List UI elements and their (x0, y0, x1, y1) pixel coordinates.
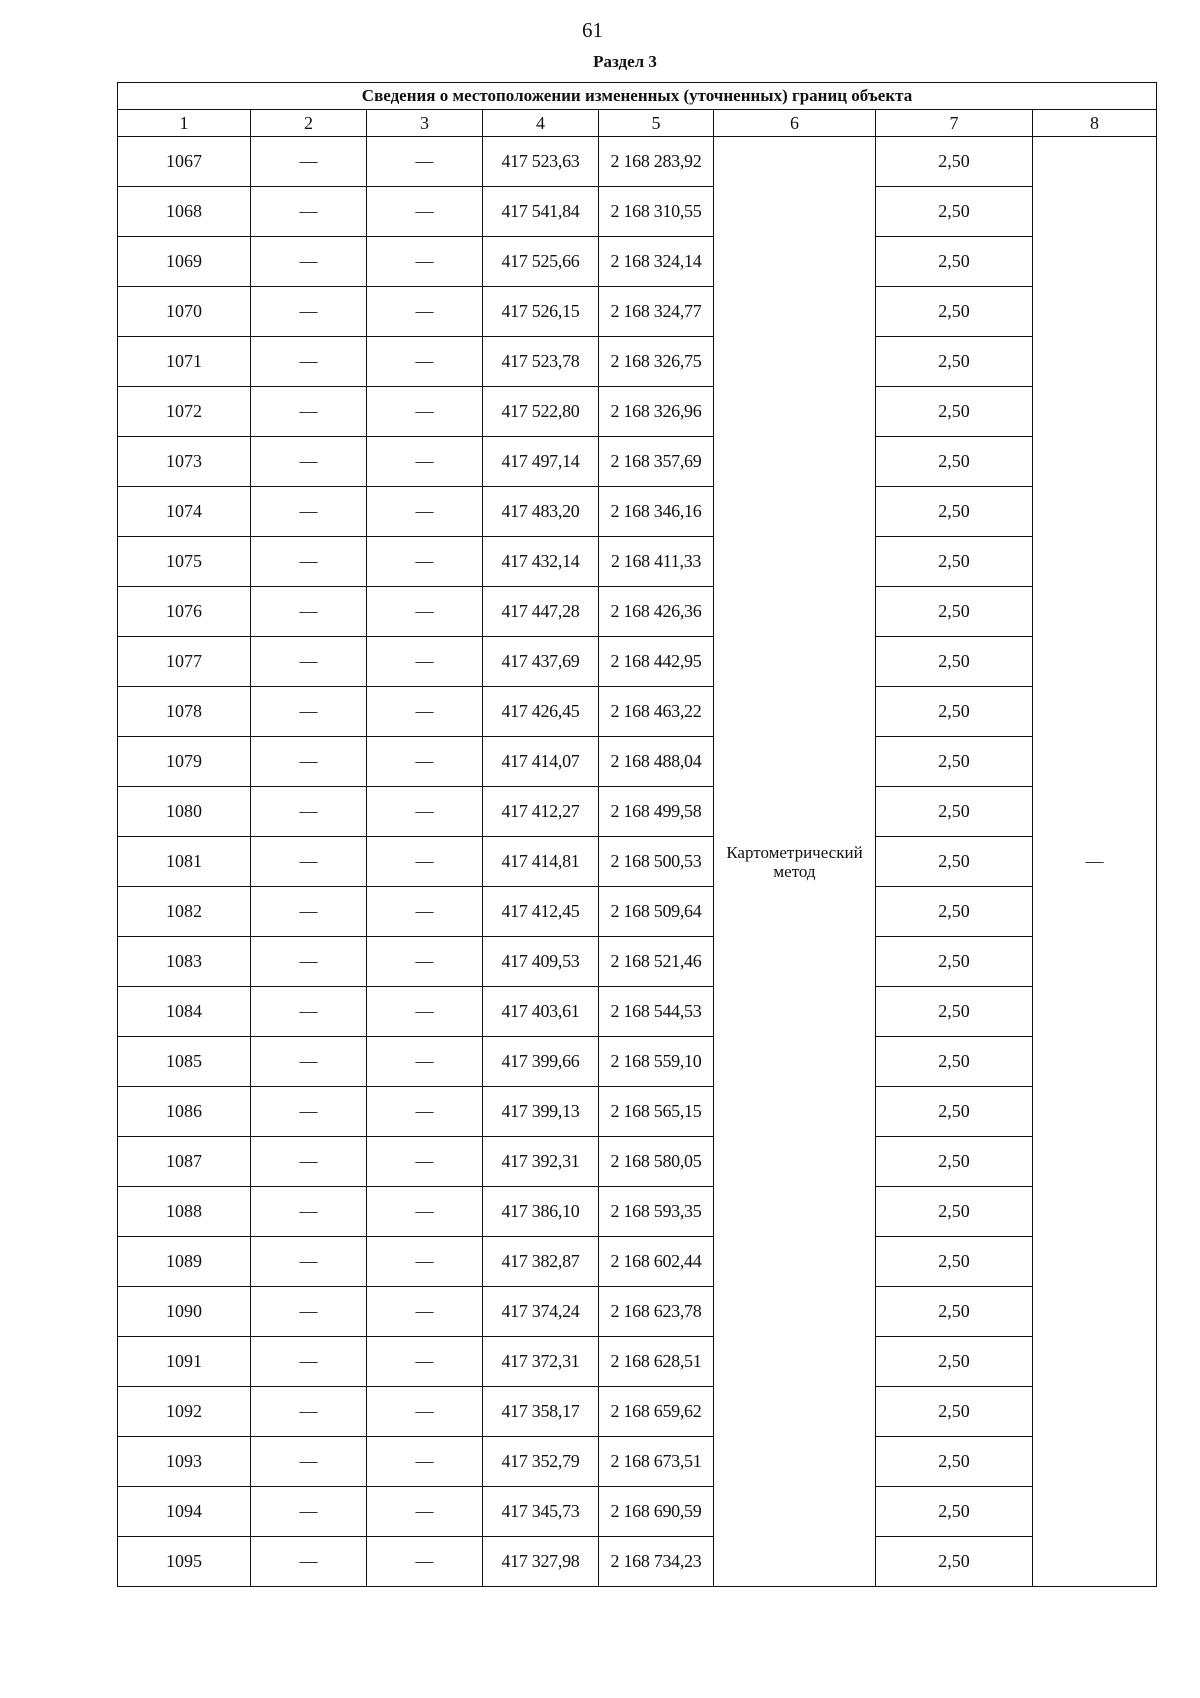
col3-cell: — (367, 287, 483, 337)
table-row (118, 237, 1157, 287)
col2-cell: — (251, 287, 367, 337)
column-header: 8 (1033, 110, 1157, 137)
point-number-cell: 1095 (118, 1537, 251, 1587)
y-coordinate-cell: 2 168 500,53 (599, 837, 714, 887)
point-number-cell: 1087 (118, 1137, 251, 1187)
point-number-cell: 1081 (118, 837, 251, 887)
accuracy-cell: 2,50 (876, 487, 1033, 537)
y-coordinate-cell: 2 168 326,75 (599, 337, 714, 387)
point-number-cell: 1088 (118, 1187, 251, 1237)
col2-cell: — (251, 887, 367, 937)
accuracy-cell: 2,50 (876, 687, 1033, 737)
x-coordinate-cell: 417 345,73 (483, 1487, 599, 1537)
y-coordinate-cell: 2 168 411,33 (599, 537, 714, 587)
col3-cell: — (367, 437, 483, 487)
x-coordinate-cell: 417 403,61 (483, 987, 599, 1037)
col3-cell: — (367, 1137, 483, 1187)
table-row (118, 1087, 1157, 1137)
col3-cell: — (367, 637, 483, 687)
table-body (118, 137, 1157, 1587)
col2-cell: — (251, 1187, 367, 1237)
col2-cell: — (251, 1487, 367, 1537)
y-coordinate-cell: 2 168 442,95 (599, 637, 714, 687)
accuracy-cell: 2,50 (876, 1337, 1033, 1387)
col3-cell: — (367, 987, 483, 1037)
y-coordinate-cell: 2 168 488,04 (599, 737, 714, 787)
x-coordinate-cell: 417 372,31 (483, 1337, 599, 1387)
column-header: 5 (599, 110, 714, 137)
table-row (118, 187, 1157, 237)
col2-cell: — (251, 1337, 367, 1387)
x-coordinate-cell: 417 352,79 (483, 1437, 599, 1487)
accuracy-cell: 2,50 (876, 937, 1033, 987)
y-coordinate-cell: 2 168 673,51 (599, 1437, 714, 1487)
y-coordinate-cell: 2 168 521,46 (599, 937, 714, 987)
table-row (118, 537, 1157, 587)
col3-cell: — (367, 587, 483, 637)
col3-cell: — (367, 237, 483, 287)
y-coordinate-cell: 2 168 357,69 (599, 437, 714, 487)
y-coordinate-cell: 2 168 324,77 (599, 287, 714, 337)
col2-cell: — (251, 637, 367, 687)
x-coordinate-cell: 417 437,69 (483, 637, 599, 687)
x-coordinate-cell: 417 497,14 (483, 437, 599, 487)
accuracy-cell: 2,50 (876, 1187, 1033, 1237)
y-coordinate-cell: 2 168 623,78 (599, 1287, 714, 1337)
accuracy-cell: 2,50 (876, 1387, 1033, 1437)
accuracy-cell: 2,50 (876, 1537, 1033, 1587)
x-coordinate-cell: 417 522,80 (483, 387, 599, 437)
x-coordinate-cell: 417 374,24 (483, 1287, 599, 1337)
col2-cell: — (251, 687, 367, 737)
table-caption: Сведения о местоположении измененных (уточненных) границ объекта (118, 83, 1157, 110)
col2-cell: — (251, 437, 367, 487)
x-coordinate-cell: 417 392,31 (483, 1137, 599, 1187)
x-coordinate-cell: 417 541,84 (483, 187, 599, 237)
col2-cell: — (251, 1237, 367, 1287)
point-number-cell: 1076 (118, 587, 251, 637)
col2-cell: — (251, 937, 367, 987)
col2-cell: — (251, 537, 367, 587)
col3-cell: — (367, 387, 483, 437)
col2-cell: — (251, 1287, 367, 1337)
table-row (118, 1487, 1157, 1537)
accuracy-cell: 2,50 (876, 1437, 1033, 1487)
accuracy-cell: 2,50 (876, 187, 1033, 237)
col8-cell: — (1033, 137, 1157, 1587)
point-number-cell: 1070 (118, 287, 251, 337)
col2-cell: — (251, 1387, 367, 1437)
column-header-row (118, 110, 1157, 137)
col3-cell: — (367, 887, 483, 937)
x-coordinate-cell: 417 412,27 (483, 787, 599, 837)
col2-cell: — (251, 137, 367, 187)
table-row (118, 987, 1157, 1037)
accuracy-cell: 2,50 (876, 337, 1033, 387)
col2-cell: — (251, 987, 367, 1037)
col3-cell: — (367, 337, 483, 387)
point-number-cell: 1073 (118, 437, 251, 487)
boundary-table (117, 82, 1157, 1587)
point-number-cell: 1075 (118, 537, 251, 587)
point-number-cell: 1071 (118, 337, 251, 387)
col3-cell: — (367, 1387, 483, 1437)
accuracy-cell: 2,50 (876, 287, 1033, 337)
table-row (118, 287, 1157, 337)
y-coordinate-cell: 2 168 628,51 (599, 1337, 714, 1387)
col2-cell: — (251, 1037, 367, 1087)
x-coordinate-cell: 417 483,20 (483, 487, 599, 537)
col2-cell: — (251, 1137, 367, 1187)
col3-cell: — (367, 787, 483, 837)
y-coordinate-cell: 2 168 544,53 (599, 987, 714, 1037)
accuracy-cell: 2,50 (876, 1237, 1033, 1287)
col2-cell: — (251, 387, 367, 437)
table-row (118, 1287, 1157, 1337)
y-coordinate-cell: 2 168 580,05 (599, 1137, 714, 1187)
x-coordinate-cell: 417 414,81 (483, 837, 599, 887)
point-number-cell: 1086 (118, 1087, 251, 1137)
col3-cell: — (367, 187, 483, 237)
point-number-cell: 1091 (118, 1337, 251, 1387)
y-coordinate-cell: 2 168 559,10 (599, 1037, 714, 1087)
y-coordinate-cell: 2 168 426,36 (599, 587, 714, 637)
x-coordinate-cell: 417 523,78 (483, 337, 599, 387)
y-coordinate-cell: 2 168 734,23 (599, 1537, 714, 1587)
column-header: 1 (118, 110, 251, 137)
accuracy-cell: 2,50 (876, 1037, 1033, 1087)
y-coordinate-cell: 2 168 326,96 (599, 387, 714, 437)
col3-cell: — (367, 487, 483, 537)
y-coordinate-cell: 2 168 565,15 (599, 1087, 714, 1137)
y-coordinate-cell: 2 168 283,92 (599, 137, 714, 187)
accuracy-cell: 2,50 (876, 587, 1033, 637)
col3-cell: — (367, 1437, 483, 1487)
point-number-cell: 1094 (118, 1487, 251, 1537)
table-row (118, 837, 1157, 887)
x-coordinate-cell: 417 386,10 (483, 1187, 599, 1237)
x-coordinate-cell: 417 526,15 (483, 287, 599, 337)
accuracy-cell: 2,50 (876, 1287, 1033, 1337)
table-row (118, 637, 1157, 687)
table-row (118, 1537, 1157, 1587)
point-number-cell: 1074 (118, 487, 251, 537)
table-row (118, 787, 1157, 837)
accuracy-cell: 2,50 (876, 437, 1033, 487)
col3-cell: — (367, 537, 483, 587)
point-number-cell: 1069 (118, 237, 251, 287)
col3-cell: — (367, 1287, 483, 1337)
col2-cell: — (251, 587, 367, 637)
accuracy-cell: 2,50 (876, 837, 1033, 887)
point-number-cell: 1090 (118, 1287, 251, 1337)
table-row (118, 1337, 1157, 1387)
col3-cell: — (367, 137, 483, 187)
col2-cell: — (251, 337, 367, 387)
point-number-cell: 1077 (118, 637, 251, 687)
table-row (118, 337, 1157, 387)
table-row (118, 737, 1157, 787)
point-number-cell: 1093 (118, 1437, 251, 1487)
column-header: 4 (483, 110, 599, 137)
accuracy-cell: 2,50 (876, 537, 1033, 587)
y-coordinate-cell: 2 168 324,14 (599, 237, 714, 287)
col2-cell: — (251, 487, 367, 537)
col2-cell: — (251, 737, 367, 787)
col2-cell: — (251, 187, 367, 237)
accuracy-cell: 2,50 (876, 887, 1033, 937)
col2-cell: — (251, 787, 367, 837)
point-number-cell: 1089 (118, 1237, 251, 1287)
accuracy-cell: 2,50 (876, 987, 1033, 1037)
point-number-cell: 1080 (118, 787, 251, 837)
accuracy-cell: 2,50 (876, 787, 1033, 837)
accuracy-cell: 2,50 (876, 1487, 1033, 1537)
x-coordinate-cell: 417 414,07 (483, 737, 599, 787)
table-row (118, 687, 1157, 737)
col3-cell: — (367, 837, 483, 887)
table-row (118, 387, 1157, 437)
column-header: 2 (251, 110, 367, 137)
point-number-cell: 1082 (118, 887, 251, 937)
point-number-cell: 1085 (118, 1037, 251, 1087)
y-coordinate-cell: 2 168 593,35 (599, 1187, 714, 1237)
accuracy-cell: 2,50 (876, 387, 1033, 437)
point-number-cell: 1072 (118, 387, 251, 437)
accuracy-cell: 2,50 (876, 737, 1033, 787)
point-number-cell: 1079 (118, 737, 251, 787)
y-coordinate-cell: 2 168 463,22 (599, 687, 714, 737)
point-number-cell: 1083 (118, 937, 251, 987)
x-coordinate-cell: 417 409,53 (483, 937, 599, 987)
table-row (118, 587, 1157, 637)
col3-cell: — (367, 1487, 483, 1537)
col3-cell: — (367, 1037, 483, 1087)
method-cell: Картометрический метод (714, 137, 876, 1587)
column-header: 7 (876, 110, 1033, 137)
table-row (118, 1387, 1157, 1437)
col2-cell: — (251, 237, 367, 287)
col3-cell: — (367, 1337, 483, 1387)
section-title: Раздел 3 (593, 52, 657, 71)
page-number: 61 (582, 18, 603, 42)
table-row (118, 1137, 1157, 1187)
accuracy-cell: 2,50 (876, 637, 1033, 687)
x-coordinate-cell: 417 523,63 (483, 137, 599, 187)
col3-cell: — (367, 687, 483, 737)
col2-cell: — (251, 837, 367, 887)
y-coordinate-cell: 2 168 499,58 (599, 787, 714, 837)
y-coordinate-cell: 2 168 602,44 (599, 1237, 714, 1287)
col2-cell: — (251, 1437, 367, 1487)
col3-cell: — (367, 1237, 483, 1287)
col3-cell: — (367, 1187, 483, 1237)
table-row (118, 487, 1157, 537)
point-number-cell: 1068 (118, 187, 251, 237)
x-coordinate-cell: 417 399,66 (483, 1037, 599, 1087)
x-coordinate-cell: 417 432,14 (483, 537, 599, 587)
table-row (118, 937, 1157, 987)
col3-cell: — (367, 1537, 483, 1587)
x-coordinate-cell: 417 525,66 (483, 237, 599, 287)
accuracy-cell: 2,50 (876, 1137, 1033, 1187)
x-coordinate-cell: 417 382,87 (483, 1237, 599, 1287)
table-row (118, 137, 1157, 187)
y-coordinate-cell: 2 168 659,62 (599, 1387, 714, 1437)
point-number-cell: 1067 (118, 137, 251, 187)
col2-cell: — (251, 1087, 367, 1137)
accuracy-cell: 2,50 (876, 137, 1033, 187)
table-row (118, 1437, 1157, 1487)
x-coordinate-cell: 417 399,13 (483, 1087, 599, 1137)
y-coordinate-cell: 2 168 690,59 (599, 1487, 714, 1537)
table-row (118, 1237, 1157, 1287)
col3-cell: — (367, 737, 483, 787)
y-coordinate-cell: 2 168 509,64 (599, 887, 714, 937)
column-header: 3 (367, 110, 483, 137)
col3-cell: — (367, 1087, 483, 1137)
table-row (118, 1037, 1157, 1087)
x-coordinate-cell: 417 447,28 (483, 587, 599, 637)
point-number-cell: 1092 (118, 1387, 251, 1437)
table-row (118, 887, 1157, 937)
accuracy-cell: 2,50 (876, 1087, 1033, 1137)
y-coordinate-cell: 2 168 310,55 (599, 187, 714, 237)
table-row (118, 1187, 1157, 1237)
point-number-cell: 1078 (118, 687, 251, 737)
point-number-cell: 1084 (118, 987, 251, 1037)
column-header: 6 (714, 110, 876, 137)
x-coordinate-cell: 417 426,45 (483, 687, 599, 737)
x-coordinate-cell: 417 327,98 (483, 1537, 599, 1587)
col3-cell: — (367, 937, 483, 987)
x-coordinate-cell: 417 358,17 (483, 1387, 599, 1437)
y-coordinate-cell: 2 168 346,16 (599, 487, 714, 537)
x-coordinate-cell: 417 412,45 (483, 887, 599, 937)
table-row (118, 437, 1157, 487)
accuracy-cell: 2,50 (876, 237, 1033, 287)
col2-cell: — (251, 1537, 367, 1587)
